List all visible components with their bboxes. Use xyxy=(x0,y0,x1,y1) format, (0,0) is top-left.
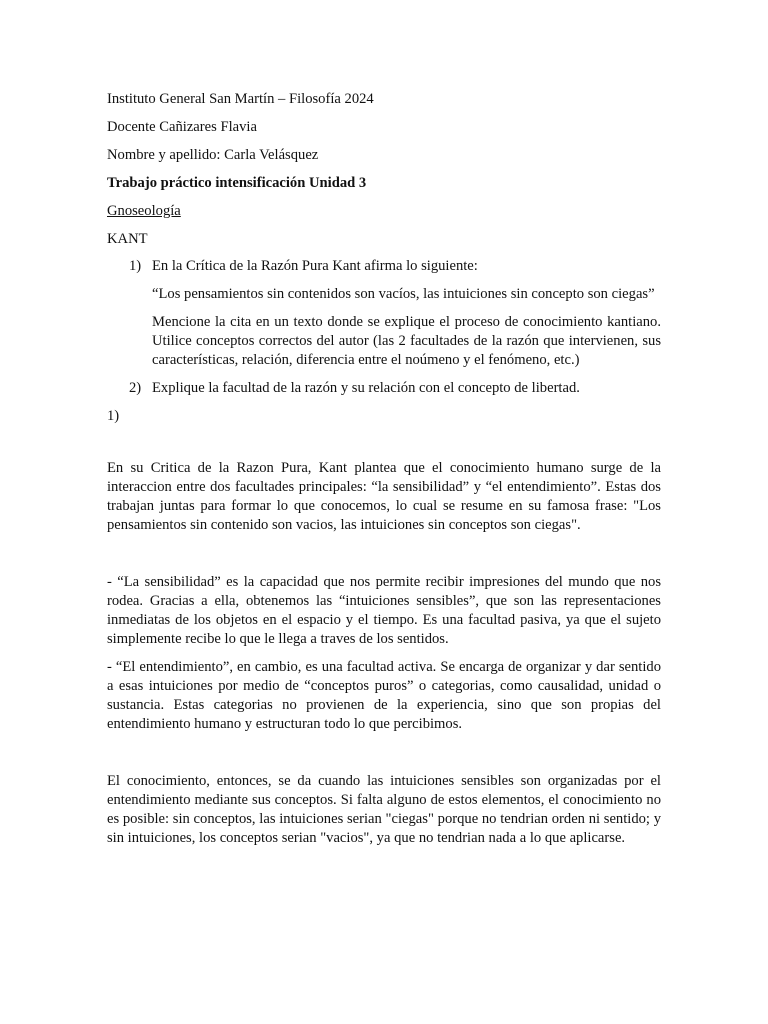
student-name-line: Nombre y apellido: Carla Velásquez xyxy=(107,147,319,163)
document-page xyxy=(107,90,661,848)
answer-paragraph: El conocimiento, entonces, se da cuando las intuiciones sensibles son organizadas por el entendimiento mediante sus conceptos. Si falta alguno de estos elementos, el conocimiento no es posible: sin conceptos, las intuiciones serian "ciegas" porque no tendrian orden ni sentido; y sin intuiciones, los conceptos serian "vacios", ya que no tendrian nada a lo que aplicarse. xyxy=(107,773,661,846)
question-instruction: Mencione la cita en un texto donde se explique el proceso de conocimiento kantiano. Utilice conceptos correctos del autor (las 2 facultades de la razón que intervienen, sus características, relación, diferencia entre el noúmeno y el fenómeno, etc.) xyxy=(152,314,661,368)
answer-paragraph: - “El entendimiento”, en cambio, es una facultad activa. Se encarga de organizar y dar sentido a esas intuiciones por medio de “conceptos puros” o categorias, como causalidad, unidad o sustancia. Estas categorias no provienen de la experiencia, sino que son propias del entendimiento humano y estructuran todo lo que percibimos. xyxy=(107,659,661,732)
question-text: En la Crítica de la Razón Pura Kant afirma lo siguiente: xyxy=(152,258,478,274)
topic-heading xyxy=(107,202,661,221)
question-number: 2) xyxy=(129,380,142,396)
answer-paragraph: En su Critica de la Razon Pura, Kant plantea que el conocimiento humano surge de la interaccion entre dos facultades principales: “la sensibilidad” y “el entendimiento”. Estas dos trabajan juntas para formar lo que conocemos, lo cual se resume en su famosa frase: "Los pensamientos sin contenido son vacios, las intuiciones sin conceptos son ciegas". xyxy=(107,460,661,533)
question-quote: “Los pensamientos sin contenidos son vacíos, las intuiciones sin concepto son ciegas” xyxy=(152,286,655,302)
teacher-line: Docente Cañizares Flavia xyxy=(107,119,257,135)
answer-paragraph: - “La sensibilidad” es la capacidad que nos permite recibir impresiones del mundo que nos rodea. Gracias a ella, obtenemos las “intuiciones sensibles”, que son las representaciones inmediatas de los objetos en el espacio y el tiempo. Es una facultad pasiva, ya que el sujeto simplemente recibe lo que le llega a traves de los sentidos. xyxy=(107,574,661,647)
assignment-title: Trabajo práctico intensificación Unidad 3 xyxy=(107,175,367,191)
institution-line: Instituto General San Martín – Filosofía 2024 xyxy=(107,91,374,107)
answer-number: 1) xyxy=(107,408,120,424)
question-number: 1) xyxy=(129,258,142,274)
topic-label: Gnoseología xyxy=(107,203,181,219)
question-1 xyxy=(107,257,661,370)
question-text: Explique la facultad de la razón y su relación con el concepto de libertad. xyxy=(152,380,580,396)
question-2 xyxy=(107,379,661,398)
author-heading: KANT xyxy=(107,231,148,247)
